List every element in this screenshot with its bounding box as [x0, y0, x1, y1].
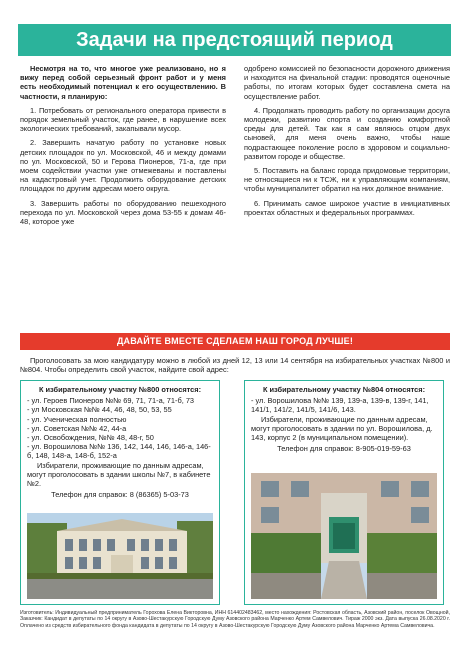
precinct-804-heading: К избирательному участку №804 относятся: [262, 385, 426, 394]
address-line: - ул. Героев Пионеров №№ 69, 71, 71-а, 71-б, 73 [27, 396, 195, 406]
address-line: - ул. Ученическая полностью [27, 414, 127, 424]
precinct-note: Избиратели, проживающие по данным адресам, могут проголосовать в здании по ул. Ворошилова, д. 143, корпус 2 (в муниципальном помещении). [251, 414, 433, 443]
paragraph: 6. Принимать самое широкое участие в инициативных проектах областных и федеральных программах. [244, 198, 450, 217]
building-photo [251, 473, 437, 599]
paragraph: одобрено комиссией по безопасности дорожного движения и находится на финальной стадии: проводятся оценочные работы, по итогам которых будет составлена смета на осуществление работ. [244, 64, 450, 101]
paragraph: 3. Завершить работы по оборудованию пешеходного перехода по ул. Московской через дома 53-55 к домам 46-48, которое уже [20, 198, 226, 227]
apartment-building-image [251, 473, 437, 599]
address-line: - ул. Советская №№ 42, 44-а [27, 423, 127, 433]
imprint-footer: Изготовитель: Индивидуальный предприниматель Горохова Елена Викторовна, ИНН 614402483462, место нахождения: Ростовская область, Азовский район, поселок Овощной, Заказчик: Кандидат в депутаты по 14 округу в Азово-Шестакурскую Городскую Думу Азовского района Марченко Артем Самвелович. Тираж 2000 экз. Дата выпуска 26.08.2020 г. Оплачено из средств избирательного фонда кандидата в депутаты по 14 округу в Азово-Шестакурскую Городскую Думу Азовского района Марченко Артема Самвеловича. [20, 610, 450, 629]
address-line: - ул. Ворошилова №№ 139, 139-а, 139-в, 139-г, 141, 141/1, 141/2, 141/5, 141/6, 143. [251, 396, 429, 415]
precinct-804-box [244, 380, 444, 605]
school-building-image [27, 513, 213, 599]
lead-paragraph: Несмотря на то, что многое уже реализовано, но я вижу перед собой серьезный фронт работ и у меня есть необходимый потенциал к его осуществлению. В частности, я планирую: [20, 64, 226, 101]
paragraph: 1. Потребовать от регионального оператора привести в порядок земельный участок, где ранее, в нарушение всех экологических требований, закапывали мусор. [20, 105, 226, 134]
precinct-800-box [20, 380, 220, 605]
page-title: Задачи на предстоящий период [18, 24, 451, 56]
precinct-phone: Телефон для справок: 8 (86365) 5-03-73 [51, 490, 189, 500]
precinct-phone: Телефон для справок: 8-905-019-59-63 [277, 444, 411, 454]
precinct-800-heading: К избирательному участку №800 относятся: [38, 385, 202, 394]
precinct-note: Избиратели, проживающие по данным адресам, могут проголосовать в здании школы №7, в кабинете №2. [27, 460, 211, 489]
slogan-bar: ДАВАЙТЕ ВМЕСТЕ СДЕЛАЕМ НАШ ГОРОД ЛУЧШЕ! [20, 333, 450, 350]
paragraph: 4. Продолжать проводить работу по организации досуга молодежи, развитию спорта и созданию комфортной среды для детей. Так как я сам являюсь отцом двух сыновей, для меня очень важно, чтобы наше подрастающее поколение росло в здоровом и социально-развитом городе и обществе. [244, 105, 450, 161]
paragraph: 2. Завершить начатую работу по установке новых детских площадок по ул. Московской, 46 и между домами по ул. Московской, 50 и Герова Пионеров, 71-а, где при моем содействии участки уже отмежеваны и поставлены на кадастровый учет. Продолжить оборудование детских площадок по другим адресам моего округа. [20, 138, 226, 194]
left-column [20, 64, 226, 231]
school-photo [27, 513, 213, 599]
voting-intro: Проголосовать за мою кандидатуру можно в любой из дней 12, 13 или 14 сентября на избирательных участках №800 и №804. Чтобы определить свой участок, найдите свой адрес: [20, 356, 450, 375]
address-line: - ул. Освобождения, №№ 48, 48-г, 50 [27, 433, 154, 443]
address-line: - ул. Ворошилова №№ 136, 142, 144, 146, 146-а, 146-б, 148, 148-а, 148-б, 152-а [27, 442, 211, 461]
address-line: - ул Московская №№ 44, 46, 48, 50, 53, 55 [27, 405, 172, 415]
paragraph: 5. Поставить на баланс города придомовые территории, не относящиеся ни к ТСЖ, ни к управляющим компаниям, чтобы муниципалитет обратил на них должное внимание. [244, 166, 450, 194]
right-column [244, 64, 450, 222]
